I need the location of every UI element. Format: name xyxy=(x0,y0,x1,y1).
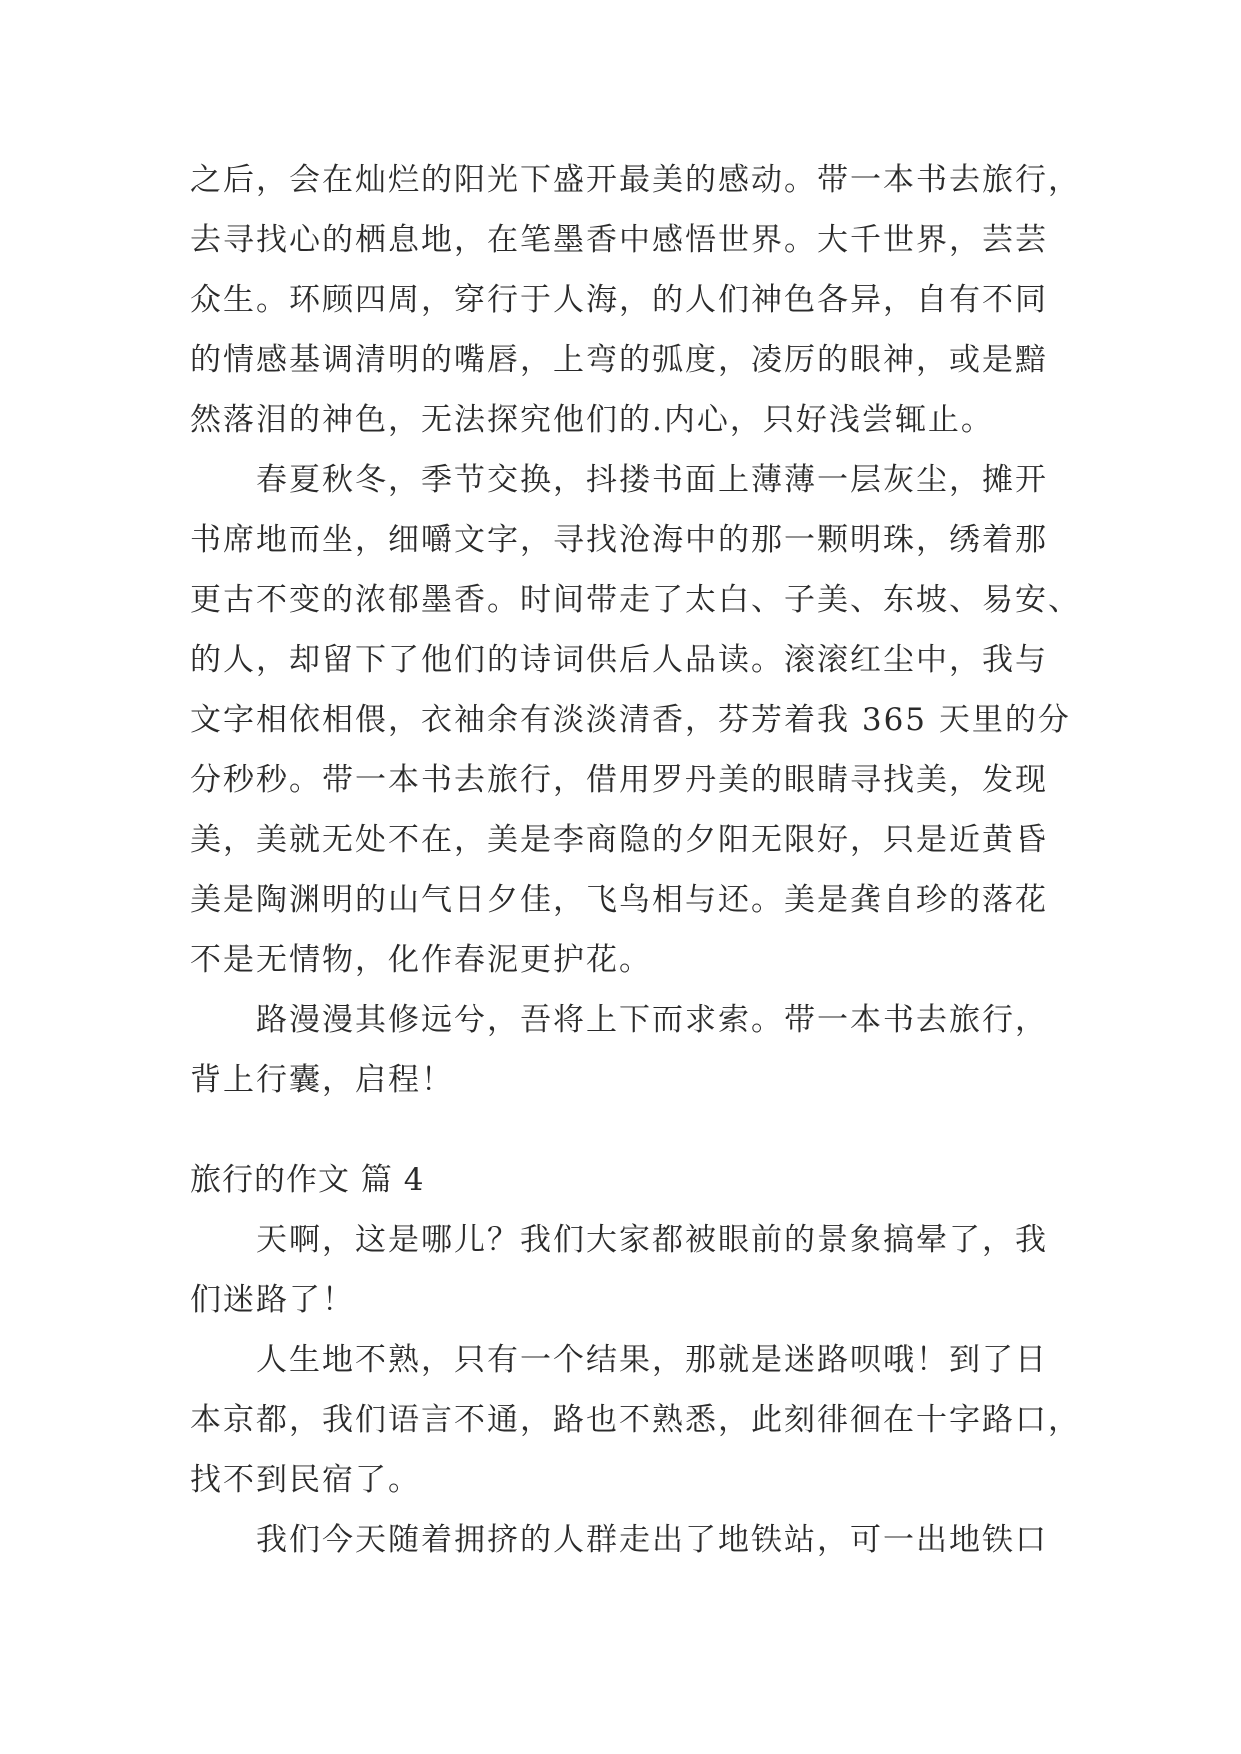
text-line: 然落泪的神色，无法探究他们的.内心，只好浅尝辄止。 xyxy=(190,402,994,438)
paragraph-first-line: 春夏秋冬，季节交换，抖搂书面上薄薄一层灰尘，摊开 xyxy=(256,462,1048,498)
text-line: 不是无情物，化作春泥更护花。 xyxy=(190,942,652,978)
paragraph-first-line: 人生地不熟，只有一个结果，那就是迷路呗哦！到了日 xyxy=(256,1342,1048,1378)
text-line: 美，美就无处不在，美是李商隐的夕阳无限好，只是近黄昏 xyxy=(190,822,1048,858)
text-line: 书席地而坐，细嚼文字，寻找沧海中的那一颗明珠，绣着那 xyxy=(190,522,1048,558)
paragraph-first-line: 天啊，这是哪儿？我们大家都被眼前的景象搞晕了，我 xyxy=(256,1222,1048,1258)
text-line: 的情感基调清明的嘴唇，上弯的弧度，凌厉的眼神，或是黯 xyxy=(190,342,1048,378)
text-line: 找不到民宿了。 xyxy=(190,1462,421,1498)
paragraph-first-line: 路漫漫其修远兮，吾将上下而求索。带一本书去旅行， xyxy=(256,1002,1048,1038)
text-line: 美是陶渊明的山气日夕佳，飞鸟相与还。美是龚自珍的落花 xyxy=(190,882,1048,918)
section-heading: 旅行的作文 篇 4 xyxy=(190,1162,425,1198)
text-line: 的人，却留下了他们的诗词供后人品读。滚滚红尘中，我与 xyxy=(190,642,1048,678)
text-line: 众生。环顾四周，穿行于人海，的人们神色各异，自有不同 xyxy=(190,282,1048,318)
text-line: 之后，会在灿烂的阳光下盛开最美的感动。带一本书去旅行， xyxy=(190,162,1081,198)
text-line: 背上行囊，启程！ xyxy=(190,1062,454,1098)
text-line: 去寻找心的栖息地，在笔墨香中感悟世界。大千世界，芸芸 xyxy=(190,222,1048,258)
text-line: 文字相依相偎，衣袖余有淡淡清香，芬芳着我 365 天里的分 xyxy=(190,702,1071,738)
text-line: 本京都，我们语言不通，路也不熟悉，此刻徘徊在十字路口， xyxy=(190,1402,1081,1438)
text-line: 们迷路了！ xyxy=(190,1282,355,1318)
text-line: 分秒秒。带一本书去旅行，借用罗丹美的眼睛寻找美，发现 xyxy=(190,762,1048,798)
paragraph-first-line: 我们今天随着拥挤的人群走出了地铁站，可一出地铁口 xyxy=(256,1522,1048,1558)
text-line: 更古不变的浓郁墨香。时间带走了太白、子美、东坡、易安、 xyxy=(190,582,1081,618)
